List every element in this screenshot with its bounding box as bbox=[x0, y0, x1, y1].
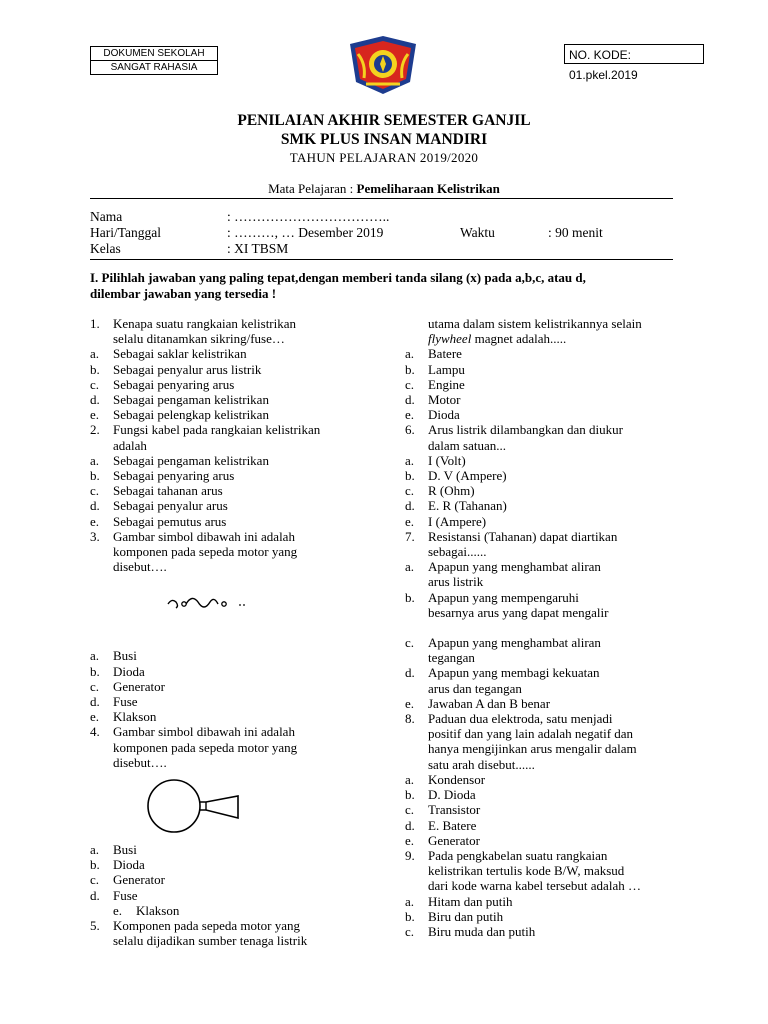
option-text: Sebagai pemutus arus bbox=[113, 513, 227, 529]
option-text: Dioda bbox=[113, 663, 145, 679]
school-logo bbox=[346, 34, 420, 96]
option-continued bbox=[405, 574, 680, 589]
option-text: Generator bbox=[113, 872, 165, 888]
option-letter: d. bbox=[90, 694, 100, 710]
option-text: Dioda bbox=[428, 407, 460, 423]
question-text: Gambar simbol dibawah ini adalah bbox=[113, 724, 295, 740]
option-text: Apapun yang menghambat aliran bbox=[428, 635, 601, 651]
option-text: Sebagai tahanan arus bbox=[113, 483, 223, 499]
question-9-line-2 bbox=[405, 863, 680, 878]
option-letter: a. bbox=[405, 771, 415, 787]
option-letter: c. bbox=[405, 483, 415, 499]
question-text: hanya mengijinkan arus mengalir dalam bbox=[428, 741, 637, 757]
option-letter: e. bbox=[405, 832, 415, 848]
option-letter: b. bbox=[405, 908, 415, 924]
option-text: Dioda bbox=[113, 857, 145, 873]
option bbox=[405, 362, 680, 377]
option-text: Sebagai penyalur arus bbox=[113, 498, 228, 514]
option bbox=[405, 665, 680, 680]
option-letter: e. bbox=[90, 407, 100, 423]
spark-plug-symbol-icon bbox=[166, 592, 256, 616]
q3-symbol-area bbox=[90, 574, 390, 648]
option-letter: d. bbox=[90, 887, 100, 903]
question-number: 9. bbox=[405, 847, 415, 863]
option-text: Generator bbox=[428, 832, 480, 848]
question-5 bbox=[90, 918, 390, 933]
option-text: Sebagai pelengkap kelistrikan bbox=[113, 407, 269, 423]
question-number: 2. bbox=[90, 422, 100, 438]
question-text: Gambar simbol dibawah ini adalah bbox=[113, 528, 295, 544]
option-text: Jawaban A dan B benar bbox=[428, 695, 551, 711]
question-text: disebut…. bbox=[113, 559, 167, 575]
instruction-line-2: dilembar jawaban yang tersedia ! bbox=[90, 286, 277, 301]
option-text: Sebagai penyalur arus listrik bbox=[113, 361, 262, 377]
option-letter: e. bbox=[90, 513, 100, 529]
option-letter: e. bbox=[90, 709, 100, 725]
question-1 bbox=[90, 316, 390, 331]
question-text: Arus listrik dilambangkan dan diukur bbox=[428, 422, 623, 438]
option-text: Busi bbox=[113, 648, 137, 664]
tanggal-label: Hari/Tanggal bbox=[90, 225, 162, 240]
question-number: 5. bbox=[90, 918, 100, 934]
option bbox=[90, 903, 390, 918]
question-6-line-2 bbox=[405, 438, 680, 453]
option bbox=[405, 407, 680, 422]
option-letter: b. bbox=[90, 663, 100, 679]
question-text: komponen pada sepeda motor yang bbox=[113, 739, 298, 755]
option-letter: a. bbox=[90, 648, 100, 664]
nama-field: : …………………………….. bbox=[227, 209, 390, 224]
exam-title: PENILAIAN AKHIR SEMESTER GANJIL bbox=[237, 112, 531, 129]
option-letter: e. bbox=[113, 902, 123, 918]
flywheel-term: flywheel bbox=[428, 331, 472, 347]
option bbox=[90, 514, 390, 529]
kelas-label: Kelas bbox=[90, 241, 121, 256]
option-text: Sebagai penyaring arus bbox=[113, 468, 235, 484]
option bbox=[405, 924, 680, 939]
option-letter: c. bbox=[90, 678, 100, 694]
option bbox=[90, 888, 390, 903]
question-2-line-2 bbox=[90, 438, 390, 453]
option bbox=[90, 709, 390, 724]
question-8-line-2 bbox=[405, 726, 680, 741]
option bbox=[90, 842, 390, 857]
question-2 bbox=[90, 422, 390, 437]
option-text: tegangan bbox=[428, 650, 475, 666]
option-letter: a. bbox=[405, 559, 415, 575]
question-3 bbox=[90, 529, 390, 544]
question-text bbox=[428, 331, 680, 346]
option-letter: c. bbox=[90, 483, 100, 499]
instruction-line-1: I. Pilihlah jawaban yang paling tepat,dengan memberi tanda silang (x) pada a,b,c, atau d, bbox=[90, 270, 586, 285]
instruction bbox=[90, 270, 680, 302]
spacer bbox=[405, 620, 680, 635]
question-3-line-2 bbox=[90, 544, 390, 559]
question-text: Fungsi kabel pada rangkaian kelistrikan bbox=[113, 422, 321, 438]
question-text: disebut…. bbox=[113, 754, 167, 770]
option-text: Kondensor bbox=[428, 771, 486, 787]
option bbox=[405, 346, 680, 361]
option-letter: d. bbox=[90, 498, 100, 514]
option bbox=[90, 483, 390, 498]
option-continued bbox=[405, 605, 680, 620]
option bbox=[405, 498, 680, 513]
option-text: Busi bbox=[113, 842, 137, 858]
subject-label: Mata Pelajaran : bbox=[268, 181, 357, 196]
question-number: 3. bbox=[90, 528, 100, 544]
option-text: Apapun yang menghambat aliran bbox=[428, 559, 601, 575]
option-letter: c. bbox=[405, 802, 415, 818]
doc-line-2: SANGAT RAHASIA bbox=[91, 60, 217, 74]
tanggal-field: : ………, … Desember 2019 bbox=[227, 225, 384, 240]
option bbox=[405, 483, 680, 498]
option bbox=[90, 468, 390, 483]
document-classification-box bbox=[90, 46, 218, 75]
option-text: Engine bbox=[428, 376, 465, 392]
option-letter: a. bbox=[90, 842, 100, 858]
option-text: Sebagai pengaman kelistrikan bbox=[113, 392, 269, 408]
option-text: D. Dioda bbox=[428, 787, 476, 803]
option-text: R (Ohm) bbox=[428, 483, 475, 499]
option bbox=[405, 559, 680, 574]
option-letter: d. bbox=[90, 392, 100, 408]
option bbox=[405, 696, 680, 711]
option-letter: c. bbox=[405, 635, 415, 651]
option-letter: b. bbox=[90, 361, 100, 377]
question-9-line-3 bbox=[405, 878, 680, 893]
info-divider bbox=[90, 259, 673, 260]
option-text: Apapun yang membagi kekuatan bbox=[428, 665, 600, 681]
question-7-line-2 bbox=[405, 544, 680, 559]
option-letter: e. bbox=[405, 513, 415, 529]
question-5-continued-line-2 bbox=[405, 331, 680, 346]
option-text: Hitam dan putih bbox=[428, 893, 513, 909]
question-8-line-3 bbox=[405, 741, 680, 756]
option-letter: b. bbox=[90, 468, 100, 484]
option bbox=[405, 772, 680, 787]
question-text: Paduan dua elektroda, satu menjadi bbox=[428, 711, 613, 727]
option bbox=[90, 453, 390, 468]
question-8 bbox=[405, 711, 680, 726]
option-text: D. V (Ampere) bbox=[428, 468, 507, 484]
question-text: selalu ditanamkan sikring/fuse… bbox=[113, 331, 285, 347]
question-9 bbox=[405, 848, 680, 863]
option bbox=[90, 498, 390, 513]
option-letter: b. bbox=[90, 857, 100, 873]
option-continued bbox=[405, 650, 680, 665]
option-letter: e. bbox=[405, 695, 415, 711]
option-text: Transistor bbox=[428, 802, 481, 818]
option-letter: a. bbox=[405, 893, 415, 909]
option-letter: e. bbox=[405, 407, 415, 423]
option bbox=[405, 468, 680, 483]
option bbox=[405, 818, 680, 833]
question-number: 7. bbox=[405, 528, 415, 544]
option-text: Sebagai saklar kelistrikan bbox=[113, 346, 247, 362]
option-letter: b. bbox=[405, 468, 415, 484]
question-5-continued bbox=[405, 316, 680, 331]
subject-line bbox=[0, 181, 768, 197]
header-divider bbox=[90, 198, 673, 199]
option-text: E. R (Tahanan) bbox=[428, 498, 507, 514]
option bbox=[405, 590, 680, 605]
subject-value: Pemeliharaan Kelistrikan bbox=[356, 181, 500, 196]
option bbox=[90, 362, 390, 377]
option bbox=[90, 857, 390, 872]
option-continued bbox=[405, 681, 680, 696]
option bbox=[90, 407, 390, 422]
option bbox=[405, 453, 680, 468]
option-letter: a. bbox=[90, 452, 100, 468]
question-text: utama dalam sistem kelistrikannya selain bbox=[428, 316, 642, 331]
option-letter: d. bbox=[405, 498, 415, 514]
option-text: besarnya arus yang dapat mengalir bbox=[428, 604, 609, 620]
option-letter: d. bbox=[405, 665, 415, 681]
document-code: NO. KODE: 01.pkel.2019 bbox=[564, 44, 704, 64]
option-text: Sebagai pengaman kelistrikan bbox=[113, 452, 269, 468]
question-number: 8. bbox=[405, 711, 415, 727]
option-text: Sebagai penyaring arus bbox=[113, 376, 235, 392]
left-column bbox=[90, 316, 390, 949]
question-6 bbox=[405, 422, 680, 437]
option-text: Lampu bbox=[428, 361, 465, 377]
question-text: positif dan yang lain adalah negatif dan bbox=[428, 726, 634, 742]
question-text: sebagai...... bbox=[428, 544, 487, 560]
option-letter: b. bbox=[405, 361, 415, 377]
option bbox=[405, 514, 680, 529]
option-letter: c. bbox=[405, 376, 415, 392]
option bbox=[90, 694, 390, 709]
option bbox=[90, 346, 390, 361]
question-text: Kenapa suatu rangkaian kelistrikan bbox=[113, 316, 297, 331]
option bbox=[90, 872, 390, 887]
option-text: Klakson bbox=[136, 902, 180, 918]
option-letter: a. bbox=[405, 346, 415, 362]
option bbox=[405, 377, 680, 392]
option-letter: c. bbox=[90, 376, 100, 392]
option-letter: a. bbox=[90, 346, 100, 362]
question-number: 4. bbox=[90, 724, 100, 740]
question-text: Pada pengkabelan suatu rangkaian bbox=[428, 847, 608, 863]
option bbox=[405, 787, 680, 802]
option-text: I (Ampere) bbox=[428, 513, 487, 529]
option bbox=[405, 909, 680, 924]
option-text: Biru muda dan putih bbox=[428, 923, 536, 939]
question-text: kelistrikan tertulis kode B/W, maksud bbox=[428, 863, 625, 879]
question-number: 6. bbox=[405, 422, 415, 438]
option-text: Klakson bbox=[113, 709, 157, 725]
option bbox=[405, 802, 680, 817]
question-3-line-3 bbox=[90, 559, 390, 574]
option-text: I (Volt) bbox=[428, 452, 466, 468]
question-text: Resistansi (Tahanan) dapat diartikan bbox=[428, 528, 618, 544]
school-name: SMK PLUS INSAN MANDIRI bbox=[280, 131, 488, 148]
question-number: 1. bbox=[90, 316, 100, 331]
option-text: arus dan tegangan bbox=[428, 680, 522, 696]
doc-line-1: DOKUMEN SEKOLAH bbox=[103, 48, 205, 59]
option-letter: b. bbox=[405, 787, 415, 803]
question-8-line-4 bbox=[405, 757, 680, 772]
option bbox=[405, 635, 680, 650]
question-text: dalam satuan... bbox=[428, 437, 506, 453]
option-text: Fuse bbox=[113, 887, 138, 903]
option-letter: a. bbox=[405, 452, 415, 468]
option-letter: b. bbox=[405, 589, 415, 605]
option bbox=[90, 392, 390, 407]
option bbox=[405, 833, 680, 848]
option bbox=[405, 392, 680, 407]
question-text: selalu dijadikan sumber tenaga listrik bbox=[113, 933, 308, 949]
question-text: komponen pada sepeda motor yang bbox=[113, 544, 298, 560]
option-letter: c. bbox=[90, 872, 100, 888]
option-text: Generator bbox=[113, 678, 165, 694]
horn-symbol-icon bbox=[146, 776, 250, 840]
option-letter: d. bbox=[405, 817, 415, 833]
option-letter: d. bbox=[405, 392, 415, 408]
question-4-line-2 bbox=[90, 740, 390, 755]
question-text: dari kode warna kabel tersebut adalah … bbox=[428, 878, 641, 894]
question-5-line-2 bbox=[90, 933, 390, 948]
option bbox=[90, 664, 390, 679]
option-text: Motor bbox=[428, 392, 461, 408]
question-text: Komponen pada sepeda motor yang bbox=[113, 918, 301, 934]
question-text: satu arah disebut...... bbox=[428, 756, 535, 772]
question-4 bbox=[90, 724, 390, 739]
option-text: E. Batere bbox=[428, 817, 477, 833]
option-letter: c. bbox=[405, 923, 415, 939]
option-text: Fuse bbox=[113, 694, 138, 710]
q4-symbol-area bbox=[90, 770, 390, 842]
option bbox=[405, 894, 680, 909]
kelas-field: : XI TBSM bbox=[227, 241, 289, 256]
option bbox=[90, 679, 390, 694]
option-text: Apapun yang mempengaruhi bbox=[428, 589, 579, 605]
nama-label: Nama bbox=[90, 209, 123, 224]
option-text: Batere bbox=[428, 346, 462, 362]
waktu-label: Waktu bbox=[460, 225, 495, 240]
right-column bbox=[405, 316, 680, 939]
option-text: arus listrik bbox=[428, 574, 484, 590]
question-4-line-3 bbox=[90, 755, 390, 770]
question-text: adalah bbox=[113, 437, 147, 453]
question-1-line-2 bbox=[90, 331, 390, 346]
option bbox=[90, 377, 390, 392]
waktu-field: : 90 menit bbox=[548, 225, 603, 240]
option bbox=[90, 648, 390, 663]
option-text: Biru dan putih bbox=[428, 908, 504, 924]
academic-year: TAHUN PELAJARAN 2019/2020 bbox=[289, 150, 479, 165]
question-7 bbox=[405, 529, 680, 544]
question-text-rest: magnet adalah..... bbox=[471, 331, 567, 347]
